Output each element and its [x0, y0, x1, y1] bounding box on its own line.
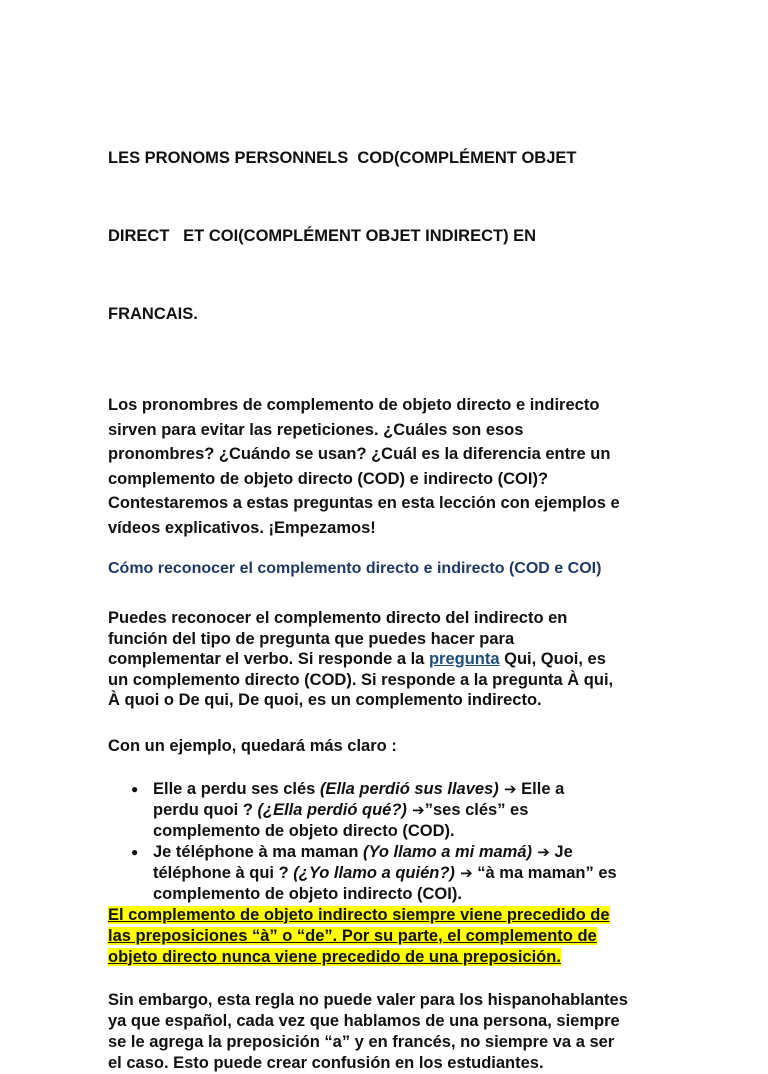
- highlight-text: El complemento de objeto indirecto siempre viene precedido de: [108, 905, 610, 924]
- example-text: “à ma maman” es: [472, 863, 617, 882]
- highlight-line: [108, 905, 668, 926]
- intro-line: pronombres? ¿Cuándo se usan? ¿Cuál es la diferencia entre un: [108, 445, 611, 463]
- explanation-line: un complemento directo (COD). Si responde a la pregunta À qui,: [108, 670, 614, 689]
- closing-paragraph: [108, 990, 668, 1074]
- example-line: [153, 779, 668, 800]
- explanation-text: complementar el verbo. Si responde a la: [108, 650, 429, 668]
- example-line: [153, 842, 668, 863]
- intro-line: Los pronombres de complemento de objeto directo e indirecto: [108, 396, 600, 414]
- title-line: DIRECT ET COI(COMPLÉMENT OBJET INDIRECT) EN: [108, 227, 537, 245]
- example-line: complemento de objeto indirecto (COI).: [153, 884, 462, 903]
- section-heading: Cómo reconocer el complemento directo e indirecto (COD e COI): [108, 560, 602, 577]
- translation-text: (¿Ella perdió qué?): [257, 800, 407, 819]
- closing-line: ya que español, cada vez que hablamos de una persona, siempre: [108, 1011, 620, 1030]
- pregunta-link[interactable]: pregunta: [428, 650, 500, 668]
- explanation-line: función del tipo de pregunta que puedes hacer para: [108, 629, 515, 648]
- closing-line: el caso. Esto puede crear confusión en los estudiantes.: [108, 1053, 544, 1072]
- example-line: complemento de objeto directo (COD).: [153, 821, 455, 840]
- right-arrow-icon: ➔: [406, 800, 425, 819]
- title-line: LES PRONOMS PERSONNELS COD(COMPLÉMENT OBJET: [108, 149, 577, 167]
- explanation-text: Qui, Quoi, es: [499, 650, 606, 668]
- title-line: FRANCAIS.: [108, 305, 198, 323]
- translation-text: (Ella perdió sus llaves): [319, 779, 499, 798]
- list-item: [131, 842, 668, 905]
- right-arrow-icon: ➔: [498, 779, 517, 798]
- document-title: [108, 93, 668, 379]
- example-intro: Con un ejemplo, quedará más claro :: [108, 736, 397, 755]
- explanation-paragraph: [108, 608, 668, 711]
- closing-line: Sin embargo, esta regla no puede valer para los hispanohablantes: [108, 990, 628, 1009]
- explanation-line: À quoi o De qui, De quoi, es un complemento indirecto.: [108, 691, 542, 709]
- highlighted-rule: [108, 905, 668, 968]
- highlight-text: objeto directo nunca viene precedido de una preposición.: [108, 947, 561, 966]
- example-line: [153, 800, 668, 821]
- list-item: [131, 779, 668, 842]
- example-text: Je: [549, 842, 573, 861]
- intro-line: sirven para evitar las repeticiones. ¿Cuáles son esos: [108, 420, 524, 439]
- highlight-line: [108, 926, 668, 947]
- explanation-line: Puedes reconocer el complemento directo del indirecto en: [108, 609, 568, 627]
- translation-text: (¿Yo llamo a quién?): [293, 863, 455, 882]
- intro-line: complemento de objeto directo (COD) e indirecto (COI)?: [108, 469, 549, 488]
- intro-line: Contestaremos a estas preguntas en esta lección con ejemplos e: [108, 494, 620, 512]
- example-text: Je téléphone à ma maman: [153, 842, 363, 861]
- example-text: perdu quoi ?: [153, 800, 258, 819]
- example-text: téléphone à qui ?: [153, 863, 294, 882]
- example-text: Elle a perdu ses clés: [153, 779, 320, 798]
- bullet-dot-icon: ●: [131, 844, 139, 859]
- example-line: [153, 863, 668, 884]
- translation-text: (Yo llamo a mi mamá): [363, 842, 533, 861]
- highlight-text: las preposiciones “à” o “de”. Por su parte, el complemento de: [108, 926, 597, 945]
- intro-line: vídeos explicativos. ¡Empezamos!: [108, 518, 376, 537]
- example-list: [108, 779, 668, 905]
- right-arrow-icon: ➔: [454, 863, 473, 882]
- intro-paragraph: [108, 393, 668, 540]
- example-text: Elle a: [516, 779, 565, 798]
- closing-line: se le agrega la preposición “a” y en francés, no siempre va a ser: [108, 1032, 615, 1051]
- example-text: ”ses clés” es: [424, 800, 529, 819]
- explanation-line: [108, 649, 668, 670]
- right-arrow-icon: ➔: [532, 842, 550, 861]
- highlight-line: [108, 947, 668, 968]
- document-page: [108, 93, 668, 1074]
- bullet-dot-icon: ●: [131, 781, 139, 796]
